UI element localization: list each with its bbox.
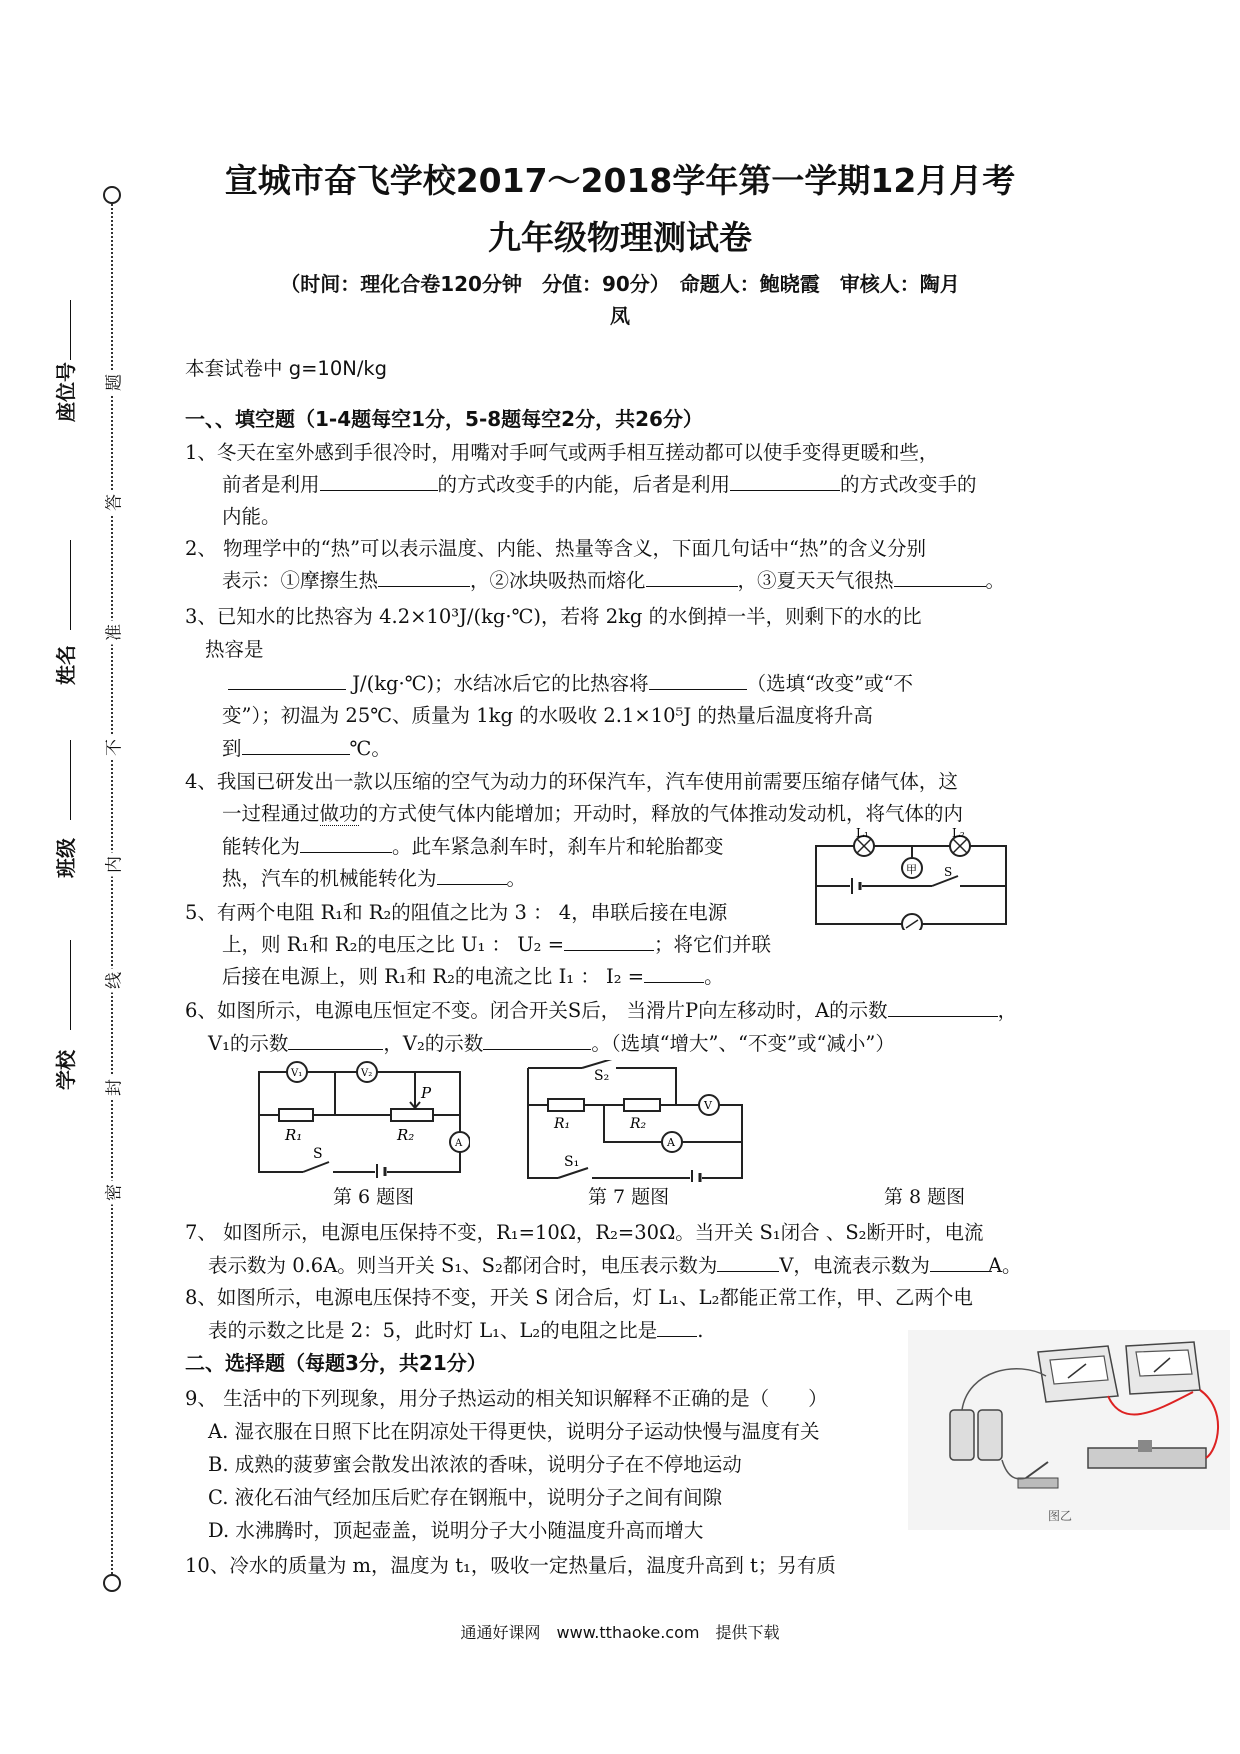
- q3-line4: 变”）；初温为 25℃、质量为 1kg 的水吸收 2.1×10⁵J 的热量后温度将升高: [222, 704, 873, 727]
- footer-source: 通通好课网 www.tthaoke.com 提供下载: [460, 1623, 780, 1642]
- fig6-label: R₂: [397, 1126, 415, 1144]
- q5-blank-1[interactable]: [564, 932, 654, 951]
- q2-blank-3[interactable]: [894, 568, 986, 587]
- fig6-label: V₁: [291, 1068, 303, 1079]
- q4-line2: [222, 798, 1112, 826]
- q3-text: 到: [222, 737, 242, 760]
- fig6-label: P: [421, 1084, 432, 1102]
- fig6-circuit: [255, 1060, 470, 1178]
- q7-text: A。: [987, 1254, 1022, 1277]
- battery-icon: [850, 876, 862, 896]
- q2-text: 。: [985, 569, 1006, 592]
- fig8-label: S: [944, 865, 953, 879]
- seat-number-field[interactable]: [70, 300, 71, 360]
- fig8-label: L₂: [952, 828, 965, 840]
- q4-line1: 4、我国已研发出一款以压缩的空气为动力的环保汽车，汽车使用前需要压缩存储气体，这: [185, 770, 958, 793]
- fig6-caption: 第 6 题图: [333, 1186, 415, 1208]
- fig6-label: V₂: [361, 1068, 373, 1079]
- q7-text: V，电流表示数为: [779, 1254, 930, 1277]
- q8-text: 表的示数之比是 2：5，此时灯 L₁、L₂的电阻之比是: [208, 1319, 658, 1342]
- q4-text: 能转化为: [222, 835, 301, 858]
- fig8-label: L₁: [856, 828, 869, 840]
- q4-blank-2[interactable]: [437, 866, 507, 885]
- q3-text: （选填“改变”或“不: [746, 672, 914, 695]
- q4-blank-1[interactable]: [300, 834, 392, 853]
- q5-text: 后接在电源上，则 R₁和 R₂的电流之比 I₁ ： I₂ =: [222, 965, 645, 988]
- seal-char: 答: [100, 491, 125, 515]
- q1-text: 的方式改变手的: [840, 473, 977, 496]
- q4-text: 一过程通过: [222, 802, 320, 825]
- q2-text: 表示：①摩擦生热: [222, 569, 379, 592]
- fig6-label: A: [455, 1138, 463, 1149]
- q2-text: ，③夏天天气很热: [737, 569, 894, 592]
- fig7-label: S₂: [594, 1068, 610, 1084]
- binding-circle-top: [103, 186, 121, 204]
- q4-text: 的方式使气体内能增加；开动时，释放的气体推动发动机，将气体的内: [358, 802, 964, 825]
- fig7-label: S₁: [564, 1154, 580, 1170]
- q1-blank-1[interactable]: [320, 472, 438, 491]
- class-field[interactable]: [70, 740, 71, 820]
- seal-char: 内: [100, 853, 125, 877]
- fig8-circuit: [812, 828, 1012, 930]
- q4-underlined: 做功: [319, 802, 359, 825]
- q7-blank-2[interactable]: [930, 1253, 988, 1272]
- fig7-label: A: [667, 1136, 675, 1149]
- q6-text: V₁的示数: [208, 1032, 289, 1055]
- q3-blank-2[interactable]: [649, 671, 747, 690]
- q8-line1: 8、如图所示，电源电压保持不变，开关 S 闭合后，灯 L₁、L₂都能正常工作，甲、乙两个电: [185, 1286, 973, 1309]
- resistor-r2-icon: [624, 1099, 660, 1111]
- q5-line2: [222, 929, 1112, 957]
- binding-circle-bottom: [103, 1574, 121, 1592]
- fig7-label: R₁: [554, 1116, 571, 1132]
- q9-stem: 9、 生活中的下列现象，用分子热运动的相关知识解释不正确的是（ ）: [185, 1387, 828, 1410]
- q5-blank-2[interactable]: [644, 964, 704, 983]
- seal-char: 密: [100, 1181, 125, 1205]
- name-field[interactable]: [70, 540, 71, 630]
- q2-line1: 2、 物理学中的“热”可以表示温度、内能、热量等含义，下面几句话中“热”的含义分别: [185, 537, 926, 560]
- q9-option-d[interactable]: D. 水沸腾时，顶起壶盖，说明分子大小随温度升高而增大: [208, 1519, 704, 1542]
- school-field[interactable]: [70, 940, 71, 1030]
- fig8-label: 甲: [906, 863, 917, 876]
- battery-icon: [375, 1164, 387, 1178]
- q5-text: 上，则 R₁和 R₂的电压之比 U₁ ： U₂ =: [222, 933, 565, 956]
- q6-line2: [208, 1028, 1098, 1056]
- seal-char: 线: [100, 969, 125, 993]
- q3-line1: 3、已知水的比热容为 4.2×10³J/(kg·℃)，若将 2kg 的水倒掉一半，则剩下的水的比: [185, 605, 922, 628]
- exam-meta-line1: （时间：理化合卷120分钟 分值：90分） 命题人：鲍晓霞 审核人：陶月: [280, 272, 960, 296]
- q3-text: J/(kg·℃)；水结冰后它的比热容将: [352, 672, 649, 695]
- q6-blank-3[interactable]: [483, 1031, 591, 1050]
- exam-title-line1: 宣城市奋飞学校2017～2018学年第一学期12月月考: [224, 161, 1016, 200]
- q2-blank-1[interactable]: [378, 568, 470, 587]
- q6-text: 。（选填“增大”、“不变”或“减小”）: [591, 1032, 895, 1055]
- section2-heading: 二、选择题（每题3分，共21分）: [185, 1351, 487, 1375]
- q3-blank-1[interactable]: [228, 671, 346, 690]
- q1-line2: [222, 469, 1112, 497]
- q4-text: 。: [506, 867, 527, 890]
- fig7-label: V: [704, 1099, 712, 1112]
- q4-text: 热，汽车的机械能转化为: [222, 867, 437, 890]
- fig6-label: S: [313, 1146, 323, 1162]
- q1-line3: 内能。: [222, 505, 281, 528]
- q4-text: 。此车紧急刹车时，刹车片和轮胎都变: [392, 835, 724, 858]
- fig6-label: R₁: [285, 1126, 303, 1144]
- meter-right-icon: [1126, 1342, 1200, 1394]
- q3-blank-3[interactable]: [242, 736, 350, 755]
- q6-blank-2[interactable]: [288, 1031, 383, 1050]
- q3-line2: 热容是: [205, 638, 264, 661]
- q1-blank-2[interactable]: [730, 472, 840, 491]
- exam-title-line2: 九年级物理测试卷: [488, 218, 752, 257]
- seat-number-label: 座位号: [54, 362, 78, 422]
- q7-line1: 7、 如图所示，电源电压保持不变，R₁=10Ω，R₂=30Ω。当开关 S₁闭合 、S₂断开时，电流: [185, 1221, 984, 1244]
- q3-line5: [222, 733, 1112, 761]
- section1-heading: 一、、填空题（1-4题每空1分，5-8题每空2分，共26分）: [185, 407, 703, 431]
- q2-line2: [222, 565, 1112, 593]
- q1-text: 前者是利用: [222, 473, 320, 496]
- q3-text: ℃。: [349, 737, 391, 760]
- q5-text: ；将它们并联: [654, 933, 772, 956]
- fig7-label: R₂: [630, 1116, 647, 1132]
- exam-meta: [180, 268, 1060, 332]
- q8-blank-1[interactable]: [657, 1318, 697, 1337]
- q7-line2: [208, 1250, 1098, 1278]
- school-label: 学校: [54, 1050, 78, 1090]
- q5-line3: [222, 961, 1112, 989]
- q1-text: 的方式改变手的内能，后者是利用: [437, 473, 731, 496]
- photo-label: 图乙: [1048, 1509, 1073, 1523]
- q7-blank-1[interactable]: [717, 1253, 779, 1272]
- class-label: 班级: [54, 838, 78, 878]
- switch-s-icon: [303, 1162, 333, 1178]
- q3-line3: [228, 668, 1118, 696]
- fig7-caption: 第 7 题图: [588, 1186, 670, 1208]
- battery-icon: [690, 1170, 702, 1182]
- switch-s1-icon: [558, 1168, 592, 1182]
- q9-option-b[interactable]: B. 成熟的菠萝蜜会散发出浓浓的香味，说明分子在不停地运动: [208, 1453, 742, 1476]
- q1-line1: 1、冬天在室外感到手很冷时，用嘴对手呵气或两手相互搓动都可以使手变得更暖和些，: [185, 441, 939, 464]
- q5-text: 。: [704, 965, 724, 988]
- resistor-r1-icon: [279, 1109, 313, 1121]
- q6-text: 6、如图所示，电源电压恒定不变。闭合开关S后， 当滑片P向左移动时，A的示数: [185, 999, 888, 1022]
- q2-blank-2[interactable]: [646, 568, 738, 587]
- binding-dotted-line: [111, 200, 113, 1590]
- q6-blank-1[interactable]: [888, 998, 998, 1017]
- exam-meta-line2: 凤: [610, 304, 630, 328]
- q9-option-a[interactable]: A. 湿衣服在日照下比在阴凉处干得更快，说明分子运动快慢与温度有关: [208, 1420, 820, 1443]
- resistor-r1-icon: [548, 1099, 584, 1111]
- q10-line1: 10、冷水的质量为 m，温度为 t₁，吸收一定热量后，温度升高到 t；另有质: [185, 1554, 836, 1577]
- q6-text: ，: [997, 999, 1018, 1022]
- fig8-caption: 第 8 题图: [884, 1186, 966, 1208]
- rheostat-r2-icon: [391, 1100, 433, 1121]
- seal-char: 准: [100, 621, 125, 645]
- name-label: 姓名: [54, 645, 78, 685]
- q9-option-c[interactable]: C. 液化石油气经加压后贮存在钢瓶中，说明分子之间有间隙: [208, 1486, 723, 1509]
- q8-text: .: [697, 1319, 704, 1342]
- q6-text: ，V₂的示数: [383, 1032, 484, 1055]
- q6-line1: [185, 995, 1075, 1023]
- meter-yi-icon: [902, 914, 922, 930]
- q7-text: 表示数为 0.6A。则当开关 S₁、S₂都闭合时，电压表示数为: [208, 1254, 718, 1277]
- intro-gravity: 本套试卷中 g=10N/kg: [185, 357, 388, 380]
- q2-text: ，②冰块吸热而熔化: [470, 569, 646, 592]
- seal-char: 不: [100, 736, 125, 760]
- fig7-circuit: [524, 1060, 744, 1182]
- seal-char: 封: [100, 1076, 125, 1100]
- seal-char: 题: [100, 371, 125, 395]
- q5-line1: 5、有两个电阻 R₁和 R₂的阻值之比为 3 ： 4，串联后接在电源: [185, 901, 728, 924]
